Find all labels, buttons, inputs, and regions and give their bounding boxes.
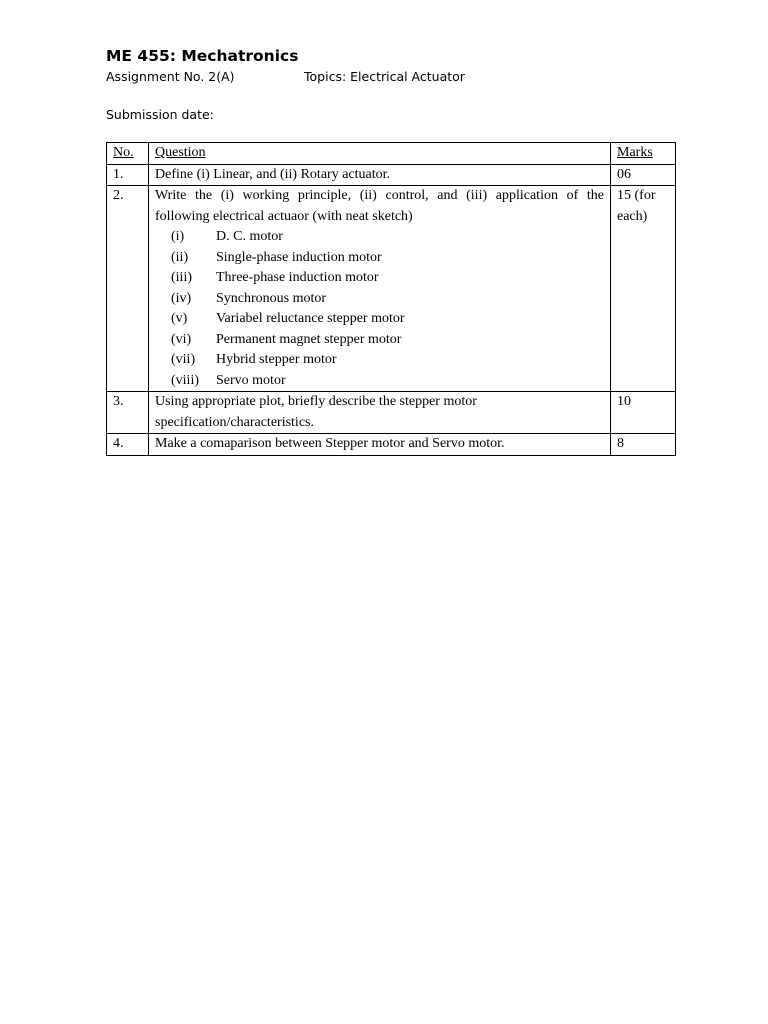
table-row bbox=[107, 164, 676, 186]
questions-table bbox=[106, 142, 676, 456]
list-item: (v) Variabel reluctance stepper motor bbox=[171, 311, 405, 326]
list-item: (vii) Hybrid stepper motor bbox=[171, 352, 337, 367]
table-row bbox=[107, 392, 676, 434]
list-item: (iv) Synchronous motor bbox=[171, 290, 327, 306]
list-item: (viii) Servo motor bbox=[171, 372, 286, 388]
table-header-row bbox=[107, 143, 676, 165]
row-no: 2. bbox=[107, 186, 149, 392]
row-no: 4. bbox=[107, 434, 149, 456]
header-question: Question bbox=[149, 143, 611, 165]
row-question: Using appropriate plot, briefly describe the stepper motor specification/characteristics. bbox=[149, 392, 611, 434]
course-title: ME 455: Mechatronics bbox=[106, 47, 299, 65]
list-item: (vi) Permanent magnet stepper motor bbox=[171, 331, 402, 347]
submission-date: Submission date: bbox=[106, 107, 214, 122]
row-marks: 10 bbox=[611, 392, 676, 434]
list-item: (iii) Three-phase induction motor bbox=[171, 270, 379, 285]
row-marks: 06 bbox=[611, 164, 676, 186]
assignment-line bbox=[106, 69, 465, 84]
list-item: (ii) Single-phase induction motor bbox=[171, 249, 382, 265]
row-question bbox=[149, 186, 611, 392]
row-no: 1. bbox=[107, 164, 149, 186]
row-question: Define (i) Linear, and (ii) Rotary actuator. bbox=[149, 164, 611, 186]
header-no: No. bbox=[107, 143, 149, 165]
row-marks: 15 (for each) bbox=[611, 186, 676, 392]
topics-label: Topics: Electrical Actuator bbox=[304, 69, 465, 84]
row-marks: 8 bbox=[611, 434, 676, 456]
row-question: Make a comaparison between Stepper motor and Servo motor. bbox=[149, 434, 611, 456]
row-no: 3. bbox=[107, 392, 149, 434]
list-item: (i) D. C. motor bbox=[171, 229, 283, 244]
header-marks: Marks bbox=[611, 143, 676, 165]
question-text: Write the (i) working principle, (ii) control, and (iii) application of the following electrical actuaor (with neat sketch) bbox=[155, 188, 604, 224]
assignment-number: Assignment No. 2(A) bbox=[106, 69, 235, 84]
motor-list bbox=[155, 227, 604, 391]
table-row bbox=[107, 434, 676, 456]
table-row bbox=[107, 186, 676, 392]
